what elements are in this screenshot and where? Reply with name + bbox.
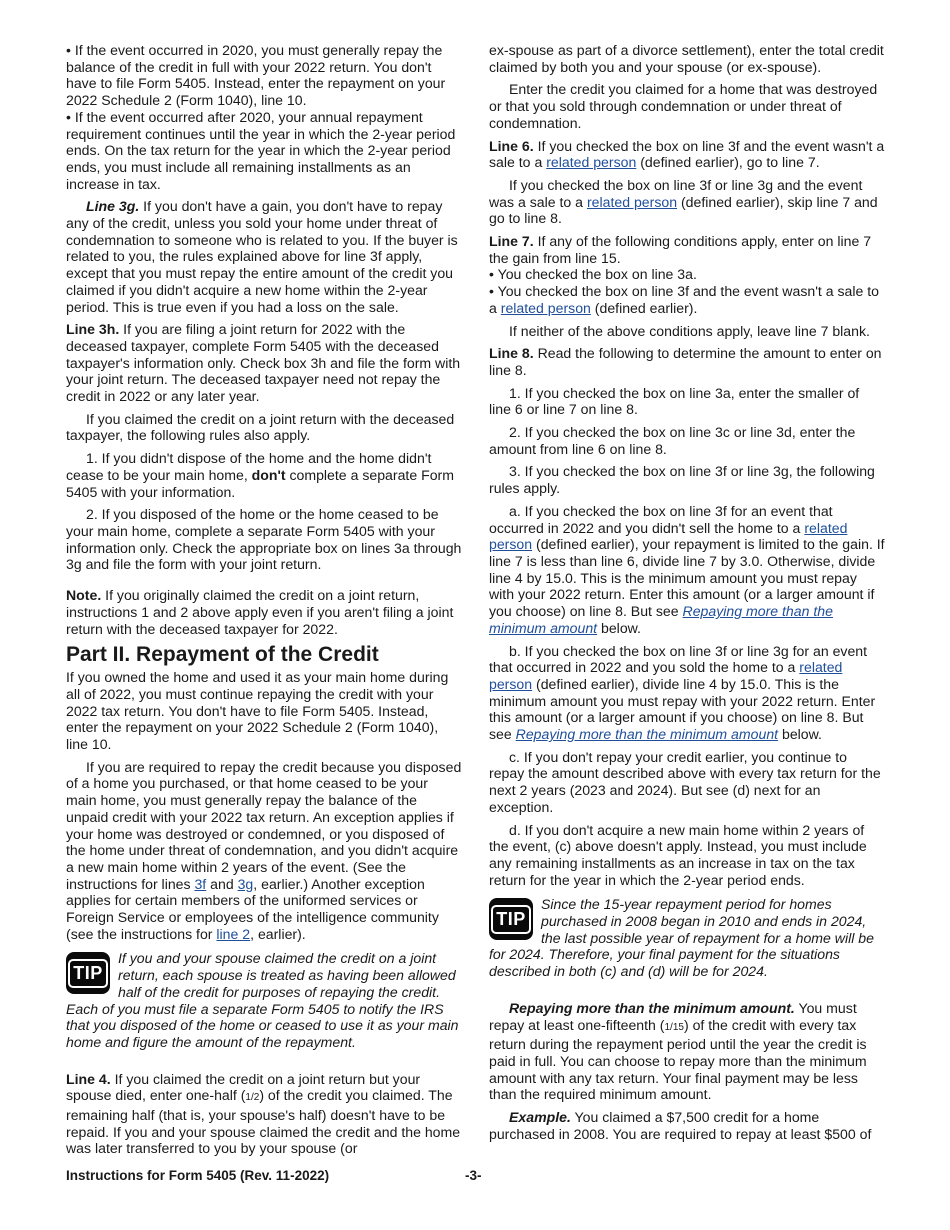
bullet-2020: • If the event occurred in 2020, you must generally repay the balance of the credit in full with your 2022 return. You don't have to file Form 5405. Instead, enter the repayment on your 2022 Schedule 2 (Form 1040), line 10.: [66, 42, 446, 109]
line8-rule-b: b. If you checked the box on line 3f or line 3g for an event that occurred in 2022 and you sold the home to a related person (defined earlier), divide line 4 by 15.0. This is the minimum amount you must repay with your 2022 return. Enter this amount (or a larger amount if you choose) on line 8. But see Repaying more than the minimum amount below.: [489, 642, 876, 743]
condemnation-paragraph: Enter the credit you claimed for a home that was destroyed or that you sold through condemnation or under threat of condemnation.: [489, 81, 878, 131]
link-related-person[interactable]: related person: [586, 193, 678, 210]
tip-box-joint-return: [66, 950, 462, 1050]
line3h-paragraph: Line 3h. If you are filing a joint return for 2022 with the deceased taxpayer, complete Form 5405 with the deceased taxpayer's information only. Check box 3h and file the form with your joint return. The deceased taxpayer need not repay the credit in 2022 or any later year.: [66, 321, 461, 405]
one-fifteenth-fraction: 1/15: [664, 1021, 684, 1033]
tip-box-15-year: [489, 896, 885, 980]
note-paragraph: Note. If you originally claimed the credit on a joint return, instructions 1 and 2 above apply even if you aren't filing a joint return with the deceased taxpayer for 2022.: [66, 587, 454, 637]
line4-label: Line 4.: [66, 1070, 111, 1087]
line3g-label: Line 3g.: [86, 198, 140, 215]
example-paragraph: Example. You claimed a $7,500 credit for a home purchased in 2008. You are required to repay at least $500 of: [489, 1109, 872, 1142]
line4-paragraph: Line 4. If you claimed the credit on a joint return but your spouse died, enter one-half (1/2) of the credit you claimed. The remaining half (that is, your spouse's half) doesn't have to be repaid. If you and your spouse claimed the credit and the home was later transferred to you by your spouse (or: [66, 1070, 461, 1157]
line6-paragraph: Line 6. If you checked the box on line 3f and the event wasn't a sale to a related person (defined earlier), go to line 7.: [489, 137, 885, 171]
neither-paragraph: If neither of the above conditions apply, leave line 7 blank.: [509, 322, 870, 339]
line8-label: Line 8.: [489, 345, 534, 362]
link-related-person[interactable]: related person: [489, 659, 843, 692]
joint-return-paragraph: If you claimed the credit on a joint return with the deceased taxpayer, the following rules also apply.: [66, 410, 455, 444]
repaying-more-paragraph: Repaying more than the minimum amount. You must repay at least one-fifteenth (1/15) of the credit with every tax return during the repayment period until the year the credit is paid in full. You can choose to repay more than the minimum amount with any tax return. Your final payment may be less than the required minimum amount.: [489, 999, 867, 1103]
page-footer: [66, 1168, 885, 1185]
link-line-3g[interactable]: 3g: [237, 875, 254, 892]
link-repaying-more[interactable]: Repaying more than the minimum amount: [489, 603, 833, 636]
tip-text: If you and your spouse claimed the credit on a joint return, each spouse is treated as having been allowed half of the credit for purposes of repaying the credit. Each of you must file a separate Form 5405 to notify the IRS that you disposed of the home or ceased to use it as your main home and figure the amount of the repayment.: [66, 950, 459, 1050]
bullet-after-2020: • If the event occurred after 2020, your annual repayment requirement continues until the year in which the 2-year period ends. On the tax return for the year in which the 2-year period ends, you must include all remaining installments as an increase in tax.: [66, 108, 456, 192]
link-related-person[interactable]: related person: [489, 519, 848, 553]
part2-heading: Part II. Repayment of the Credit: [66, 643, 379, 667]
part2-paragraph-1: If you owned the home and used it as your main home during all of 2022, you must continue repaying the credit with your 2022 tax return. You don't have to file Form 5405. Instead, enter the repayment on your 2022 Schedule 2 (Form 1040), line 10.: [66, 669, 449, 753]
link-line-2[interactable]: line 2: [216, 925, 251, 942]
example-label: Example.: [509, 1109, 571, 1126]
line7-paragraph: Line 7. If any of the following conditions apply, enter on line 7 the gain from line 15.: [489, 233, 872, 266]
line7-bullet-2: • You checked the box on line 3f and the event wasn't a sale to a related person (defined earlier).: [489, 283, 879, 316]
page-number: -3-: [465, 1168, 482, 1183]
line8-rule-c: c. If you don't repay your credit earlier, you continue to repay the amount described above with every tax return for the next 2 years (2023 and 2024). But see (d) next for an exception.: [489, 748, 881, 815]
right-column: [489, 42, 885, 1148]
link-related-person[interactable]: related person: [546, 154, 637, 171]
ex-spouse-paragraph: ex-spouse as part of a divorce settlement), enter the total credit claimed by both you and your spouse (or ex-spouse).: [489, 42, 884, 75]
line3h-label: Line 3h.: [66, 321, 120, 338]
rule-1: 1. If you didn't dispose of the home and the home didn't cease to be your main home, don't complete a separate Form 5405 with your information.: [66, 450, 454, 500]
repaying-more-label: Repaying more than the minimum amount.: [509, 999, 795, 1016]
line6-label: Line 6.: [489, 137, 534, 154]
tip-text: Since the 15-year repayment period for homes purchased in 2008 began in 2010 and ends in 2024, the last possible year of repayment for a home will be for 2024. Therefore, your final payment for the situations described in both (c) and (d) will be for 2024.: [489, 896, 874, 980]
tip-icon: TIP: [489, 898, 533, 940]
line7-bullet-1: • You checked the box on line 3a.: [489, 266, 697, 283]
link-related-person[interactable]: related person: [500, 299, 591, 316]
line3g-paragraph: Line 3g. If you don't have a gain, you don't have to repay any of the credit, unless you sold your home under threat of condemnation to someone who is related to you. If the buyer is related to you, the rules explained above for line 3f apply, except that you must repay the entire amount of the credit you claimed if you didn't acquire a new home within the 2-year period. This is true even if you had a loss on the sale.: [66, 198, 458, 315]
line8-rule-d: d. If you don't acquire a new main home within 2 years of the event, (c) above doesn't apply. Instead, you must include any remaining installments as an increase in tax on the tax return for the year in which the 2-year period ends.: [489, 821, 867, 888]
one-half-fraction: 1/2: [245, 1092, 260, 1104]
line8-rule-a: a. If you checked the box on line 3f for an event that occurred in 2022 and you didn't sell the home to a related person (defined earlier), your repayment is limited to the gain. If line 7 is less than line 6, divide line 7 by 3.0. Otherwise, divide line 4 by 15.0. This is the minimum amount you must repay with your 2022 return. Enter this amount (or a larger amount if you choose) on line 8. But see Repaying more than the minimum amount below.: [489, 502, 885, 636]
link-repaying-more[interactable]: Repaying more than the minimum amount: [515, 726, 779, 743]
rule-2: 2. If you disposed of the home or the home ceased to be your main home, complete a separate Form 5405 with your information only. Check the appropriate box on lines 3a through 3g and file the form with your joint return.: [66, 506, 462, 573]
line8-rule-1: 1. If you checked the box on line 3a, enter the smaller of line 6 or line 7 on line 8.: [489, 384, 860, 418]
line8-paragraph: Line 8. Read the following to determine the amount to enter on line 8.: [489, 345, 882, 378]
line8-rule-2: 2. If you checked the box on line 3c or line 3d, enter the amount from line 6 on line 8.: [489, 424, 856, 457]
footer-title: Instructions for Form 5405 (Rev. 11-2022): [66, 1168, 330, 1183]
line6-sale-paragraph: If you checked the box on line 3f or line 3g and the event was a sale to a related person (defined earlier), skip line 7 and go to line 8.: [489, 176, 878, 227]
part2-paragraph-2: If you are required to repay the credit because you disposed of a home you purchased, or that home ceased to be your main home, you must generally repay the balance of the unpaid credit with your 2022 tax return. An exception applies if your home was destroyed or condemned, or you disposed of the home under threat of condemnation, and you didn't acquire a new main home within 2 years of the event. (See the instructions for lines 3f and 3g, earlier.) Another exception applies for certain members of the uniformed services or Foreign Service or employees of the intelligence community (see the instructions for line 2, earlier).: [66, 758, 462, 942]
left-column: [66, 42, 462, 1163]
note-label: Note.: [66, 587, 102, 604]
link-line-3f[interactable]: 3f: [194, 875, 207, 892]
line7-label: Line 7.: [489, 233, 534, 250]
line8-rule-3: 3. If you checked the box on line 3f or line 3g, the following rules apply.: [489, 463, 875, 497]
tip-icon: TIP: [66, 952, 110, 994]
